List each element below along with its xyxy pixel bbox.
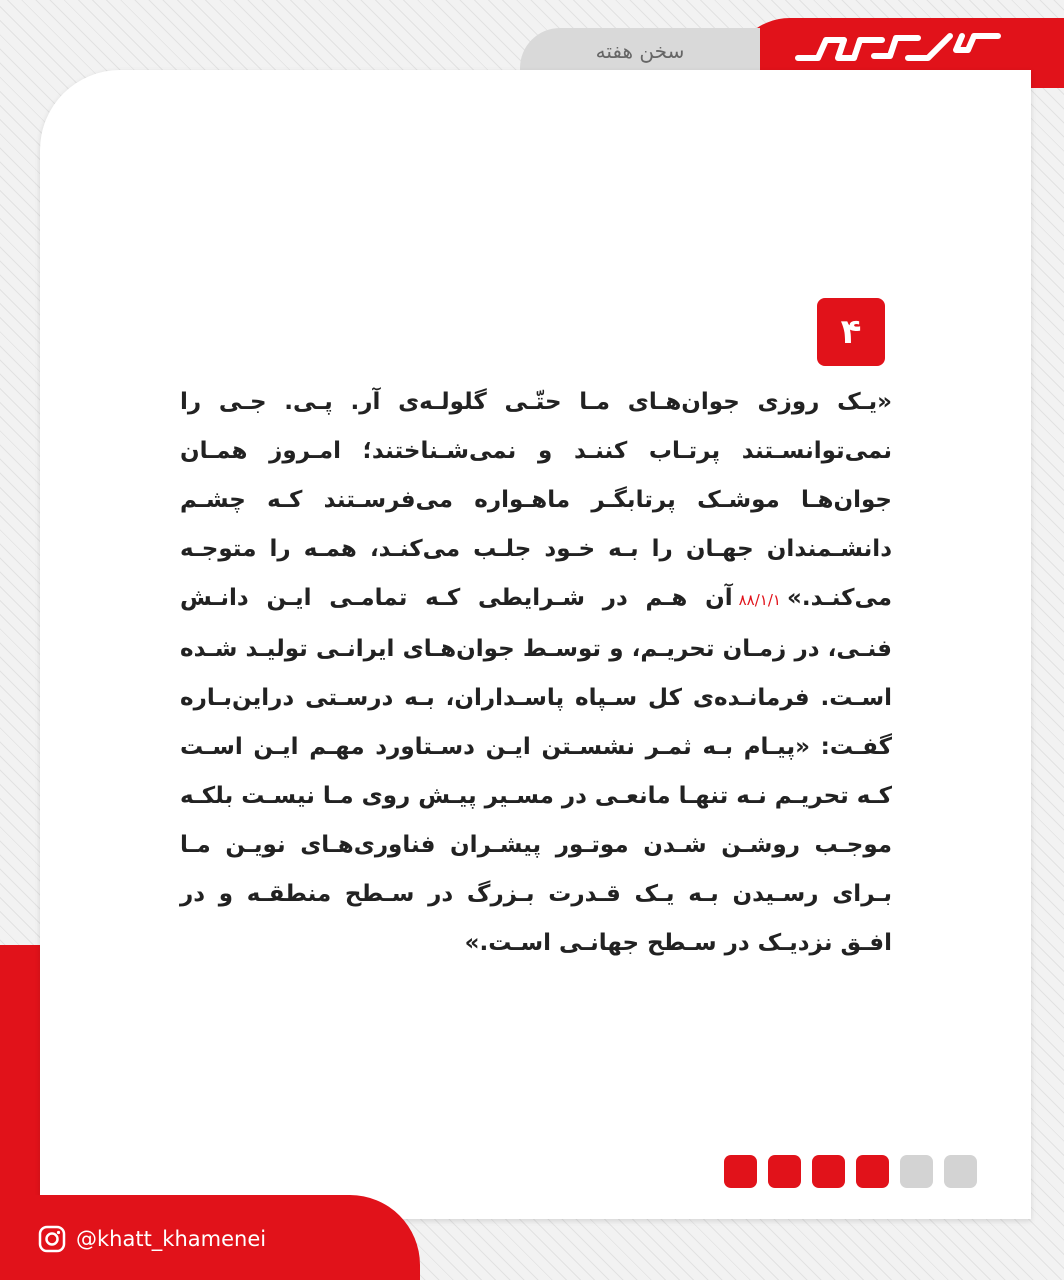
slide-pager	[724, 1155, 977, 1188]
date-reference: ۸۸/۱/۱	[738, 591, 781, 609]
pager-dot-6[interactable]	[944, 1155, 977, 1188]
instagram-icon	[38, 1225, 66, 1253]
slide-number-badge	[817, 298, 885, 366]
khatt-hezbollah-logo-icon	[778, 28, 1008, 68]
pager-dot-2[interactable]	[768, 1155, 801, 1188]
pager-dot-4[interactable]	[856, 1155, 889, 1188]
footer-social[interactable]	[38, 1222, 266, 1256]
section-tab-label: سخن هفته	[595, 39, 685, 63]
quote-text	[180, 378, 892, 968]
section-tab	[520, 28, 760, 74]
quote-part-1: «یـک روزی جوان‌هـای مـا حتّـی گلولـه‌ی آر. پـی. جـی را نمی‌توانسـتند پرتـاب کننـد و نمی‌شـناختند؛ امـروز همـان جوان‌هـا موشـک پرتابگـر ماهـواره می‌فرسـتند کـه چشـم دانشـمندان جهـان را بـه خـود جلـب می‌کنـد، همـه را متوجـه می‌کنـد.»	[180, 389, 892, 611]
pager-dot-1[interactable]	[724, 1155, 757, 1188]
instagram-handle[interactable]: @khatt_khamenei	[76, 1227, 267, 1251]
slide-number: ۴	[840, 312, 862, 352]
pager-dot-5[interactable]	[900, 1155, 933, 1188]
pager-dot-3[interactable]	[812, 1155, 845, 1188]
quote-part-2: آن هـم در شـرایطی کـه تمامـی ایـن دانـش فنـی، در زمـان تحریـم، و توسـط جوان‌هـای ایرانـی تولیـد شـده اسـت. فرمانـده‌ی کل سـپاه پاسـداران، بـه درسـتی دراین‌بـاره گفـت: «پیـام بـه ثمـر نشسـتن ایـن دسـتاورد مهـم ایـن اسـت کـه تحریـم نـه تنهـا مانعـی در مسـیر پیـش روی مـا نیسـت بلکـه موجـب روشـن شـدن موتـور پیشـران فناوری‌هـای نویـن مـا بـرای رسـیدن بـه یـک قـدرت بـزرگ در سـطح منطقـه و در افـق نزدیـک در سـطح جهانـی اسـت.»	[180, 585, 892, 956]
